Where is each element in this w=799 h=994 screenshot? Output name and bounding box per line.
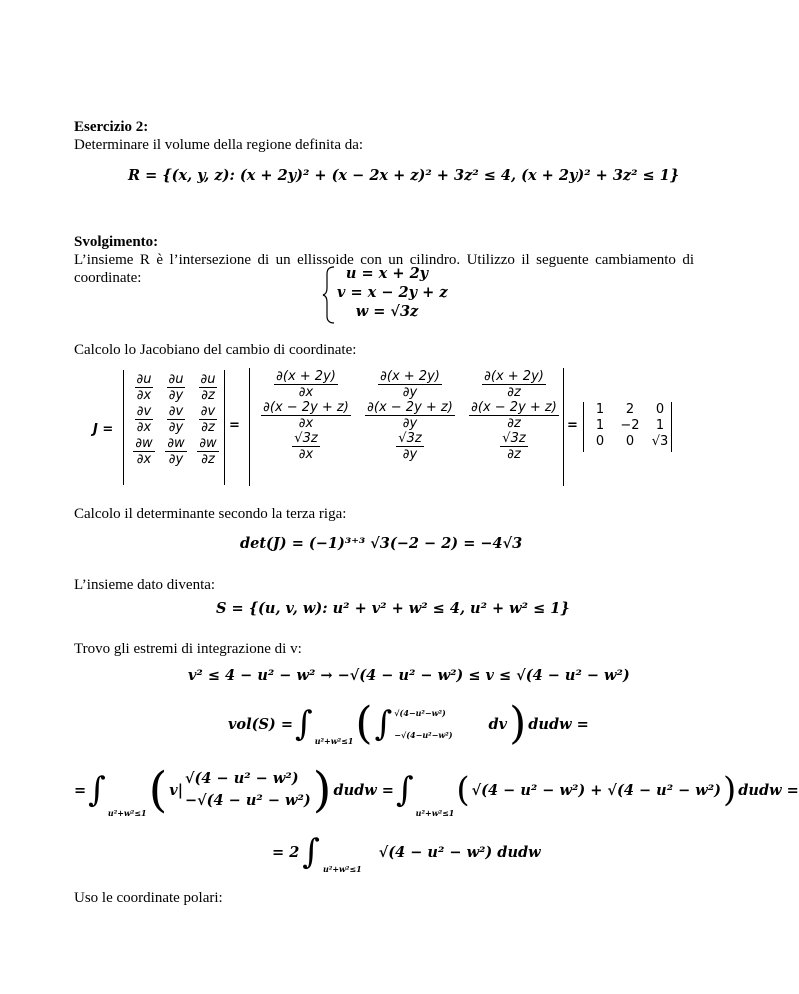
substitution-v: v = x − 2y + z (337, 284, 448, 301)
determinant-intro: Calcolo il determinante secondo la terza riga: (74, 506, 347, 522)
matrix-cell: 1 (595, 418, 605, 433)
det-bar-left-3 (583, 402, 584, 452)
bounds-intro: Trovo gli estremi di integrazione di v: (74, 641, 302, 657)
matrix-cell: 0 (595, 434, 605, 449)
matrix-cell: 2 (625, 402, 635, 417)
substitution-u: u = x + 2y (345, 265, 429, 282)
matrix-cell: 1 (595, 402, 605, 417)
det-bar-right-1 (224, 370, 225, 485)
bounds-formula: v² ≤ 4 − u² − w² → −√(4 − u² − w²) ≤ v ≤ √(4 − u² − w²) (188, 667, 630, 684)
equals-sign-2: = (567, 418, 578, 433)
volume-integral: vol(S) = ∫ u²+w²≤1 ( ∫ √(4−u²−w²) −√(4−u²−w²) dv ) dudw = (228, 698, 589, 749)
jacobian-intro: Calcolo lo Jacobiano del cambio di coordinate: (74, 342, 357, 358)
evaluated-integral: = ∫ u²+w²≤1 ( v| √(4 − u² − w²) −√(4 − u² − w²) ) dudw = ∫ u²+w²≤1 ( √(4 − u² − w²) + √(4 − u² − w²) ) dudw = (74, 762, 799, 818)
matrix-cell: 1 (655, 418, 665, 433)
det-bar-left-1 (123, 370, 124, 485)
determinant-formula: det(J) = (−1)³⁺³ √3(−2 − 2) = −4√3 (240, 535, 523, 552)
matrix-cell: −2 (620, 418, 640, 433)
polar-intro: Uso le coordinate polari: (74, 890, 223, 906)
final-integral: = 2 ∫ u²+w²≤1 √(4 − u² − w²) dudw (272, 832, 541, 874)
exercise-prompt: Determinare il volume della regione definita da: (74, 137, 364, 153)
matrix-cell: √3 (651, 434, 669, 449)
equals-sign-1: = (229, 418, 240, 433)
substitution-w: w = √3z (355, 303, 419, 320)
exercise-title: Esercizio 2: (74, 119, 149, 135)
partials-grid: $\frac{\partial u}{\partial x}$ $\frac{\partial u}{\partial y}$ $\frac{\partial u}{\partial z}$ $\frac{\partial v}{\partial x}$ $\frac{\partial v}{\partial y}$ $\frac{\partial v}{\partial z}$ $\frac{\partial w}{\partial x}$ $\frac{\partial w}{\partial y}$ $\frac{\partial w}{\partial z}$ (135, 372, 217, 467)
region-definition-formula: R = {(x, y, z): (x + 2y)² + (x − 2x + z)² + 3z² ≤ 4, (x + 2y)² + 3z² ≤ 1} (128, 167, 680, 184)
solution-heading: Svolgimento: (74, 234, 159, 250)
det-bar-left-2 (249, 368, 250, 486)
set-formula: S = {(u, v, w): u² + v² + w² ≤ 4, u² + w² ≤ 1} (216, 600, 570, 617)
jacobian-label: J = (93, 422, 114, 437)
numeric-jacobian-matrix (586, 402, 674, 450)
matrix-cell: 0 (655, 402, 665, 417)
explicit-partials-grid: $\frac{\partial(x + 2y)}{\partial x}$ $\frac{\partial(x + 2y)}{\partial y}$ $\frac{\partial(x + 2y)}{\partial z}$ $\frac{\partial(x - 2y + z)}{\partial x}$ $\frac{\partial(x - 2y + z)}{\partial y}$ $\frac{\partial(x - 2y + z)}{\partial z}$ $\frac{√3z}{\partial x}$ $\frac{√3z}{\partial y}$ $\frac{√3z}{\partial z}$ (263, 369, 557, 462)
system-brace-icon (322, 266, 336, 324)
matrix-cell: 0 (625, 434, 635, 449)
solution-intro: L’insieme R è l’intersezione di un ellissoide con un cilindro. Utilizzo il seguente cambiamento di coordinate: (74, 252, 694, 286)
set-intro: L’insieme dato diventa: (74, 577, 216, 593)
